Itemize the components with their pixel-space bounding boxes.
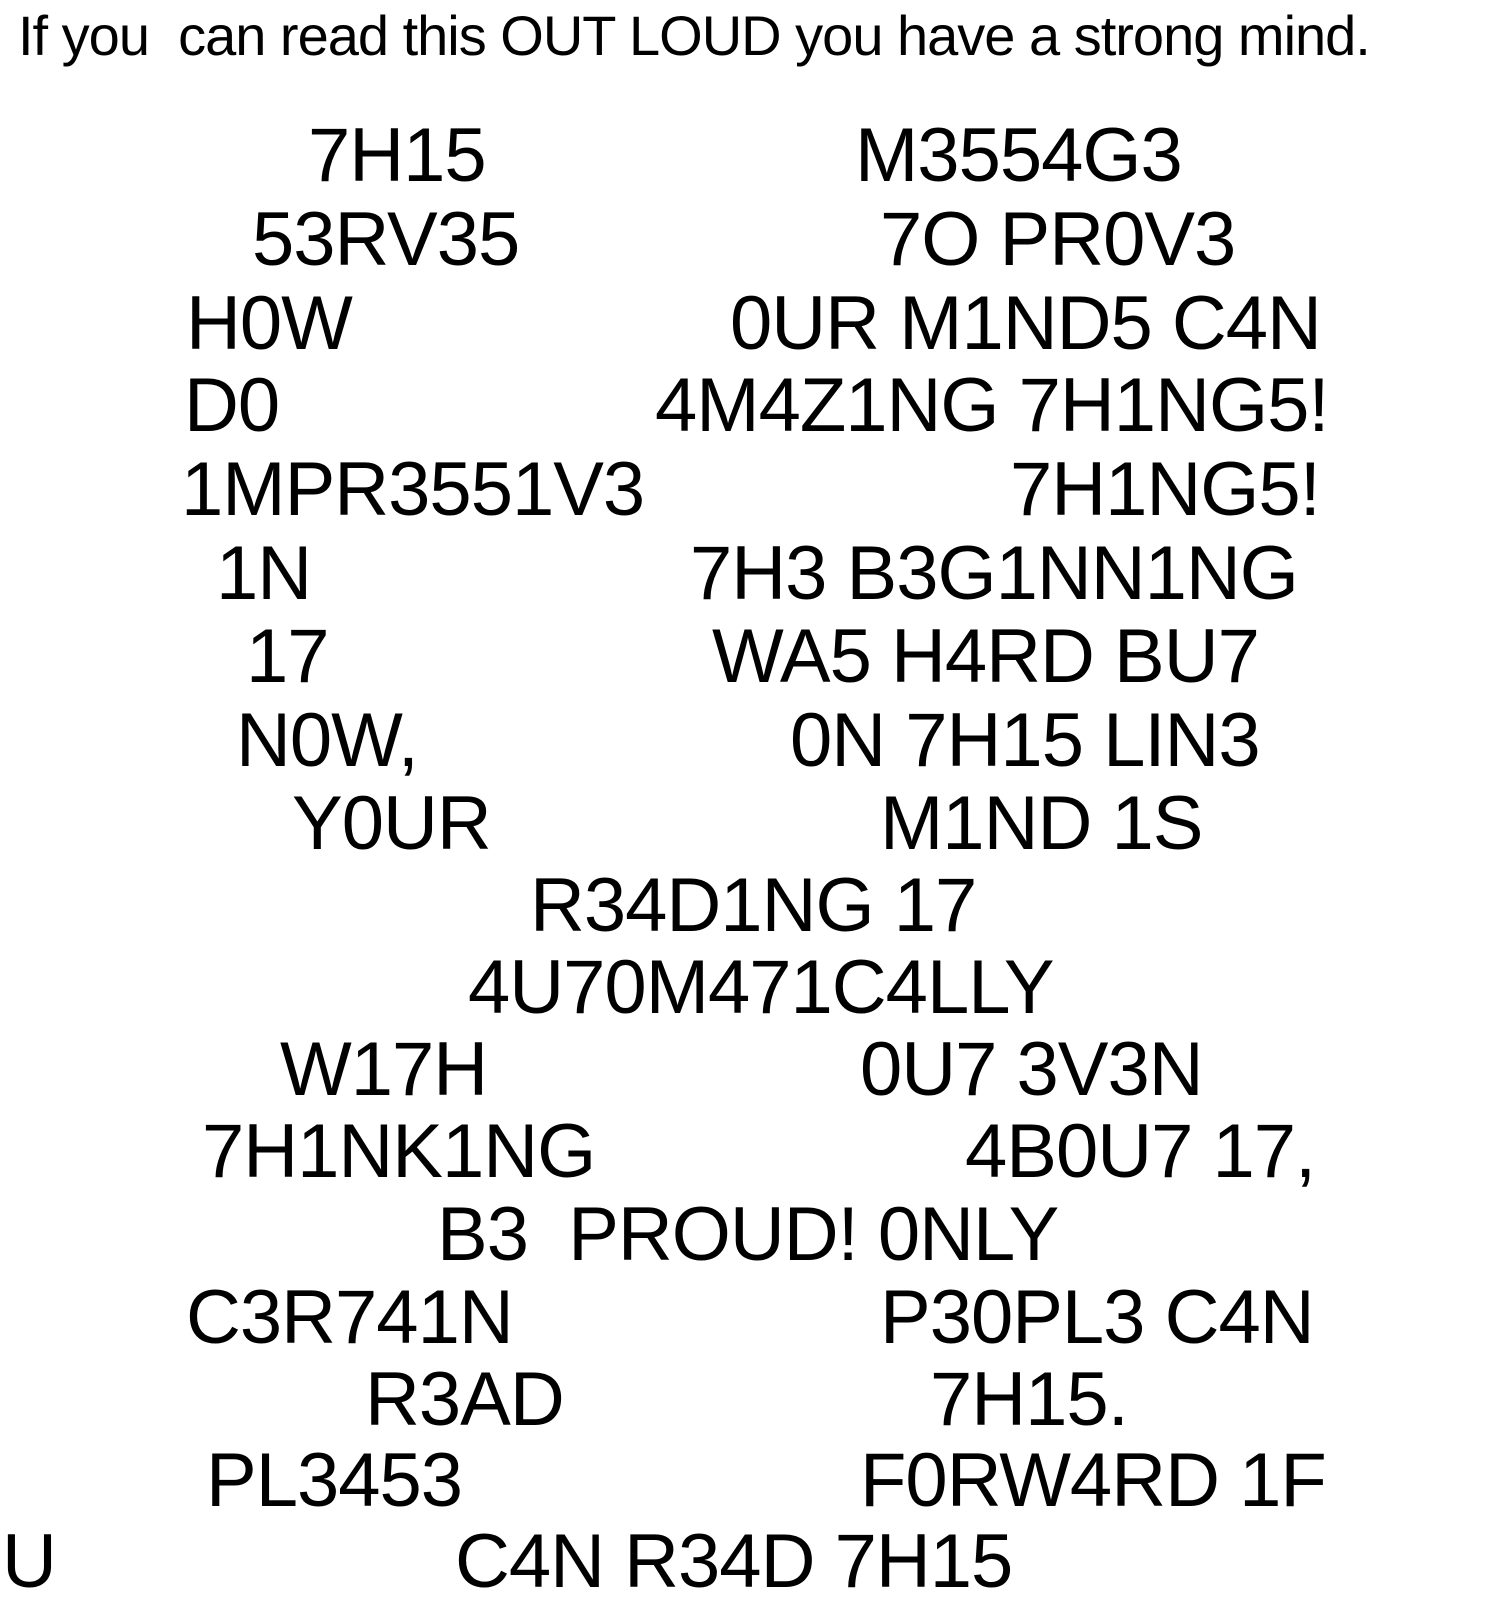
leet-line-13-left: 7H1NK1NG — [202, 1109, 596, 1194]
leet-line-8-left: N0W, — [236, 698, 418, 783]
leet-line-16-right: 7H15. — [930, 1357, 1128, 1442]
leet-line-4-left: D0 — [184, 363, 280, 448]
leet-line-13-right: 4B0U7 17, — [965, 1109, 1316, 1194]
leet-line-18-left: U — [2, 1519, 56, 1600]
leet-line-3-right: 0UR M1ND5 C4N — [730, 281, 1321, 366]
leet-line-10-center: R34D1NG 17 — [530, 863, 977, 948]
leet-line-15-left: C3R741N — [186, 1275, 513, 1360]
leet-line-2-right: 7O PR0V3 — [880, 197, 1236, 282]
leet-line-15-right: P30PL3 C4N — [880, 1275, 1314, 1360]
leet-line-17-right: F0RW4RD 1F — [860, 1438, 1326, 1523]
leet-line-6-left: 1N — [216, 531, 312, 616]
leet-line-17-left: PL3453 — [206, 1438, 463, 1523]
intro-sentence: If you can read this OUT LOUD you have a strong mind. — [18, 4, 1370, 67]
leet-line-1-right: M3554G3 — [855, 113, 1182, 198]
leet-line-11-center: 4U70M471C4LLY — [468, 945, 1054, 1030]
leet-line-16-left: R3AD — [365, 1357, 564, 1442]
leet-line-6-right: 7H3 B3G1NN1NG — [690, 531, 1298, 616]
leet-line-7-left: 17 — [246, 614, 329, 699]
leet-line-8-right: 0N 7H15 LIN3 — [790, 698, 1260, 783]
leet-line-12-left: W17H — [280, 1027, 488, 1112]
leet-line-12-right: 0U7 3V3N — [860, 1027, 1203, 1112]
leet-line-1-left: 7H15 — [308, 113, 486, 198]
leet-line-9-right: M1ND 1S — [880, 781, 1203, 866]
leet-line-18-right: C4N R34D 7H15 — [455, 1519, 1013, 1600]
leet-line-5-right: 7H1NG5! — [1010, 447, 1320, 532]
leet-line-14-center: B3 PROUD! 0NLY — [437, 1192, 1059, 1277]
leet-line-2-left: 53RV35 — [252, 197, 520, 282]
leet-line-7-right: WA5 H4RD BU7 — [712, 614, 1259, 699]
leet-line-4-right: 4M4Z1NG 7H1NG5! — [655, 363, 1329, 448]
leet-line-3-left: H0W — [186, 281, 352, 366]
leet-line-9-left: Y0UR — [292, 781, 491, 866]
leet-line-5-left: 1MPR3551V3 — [181, 447, 645, 532]
